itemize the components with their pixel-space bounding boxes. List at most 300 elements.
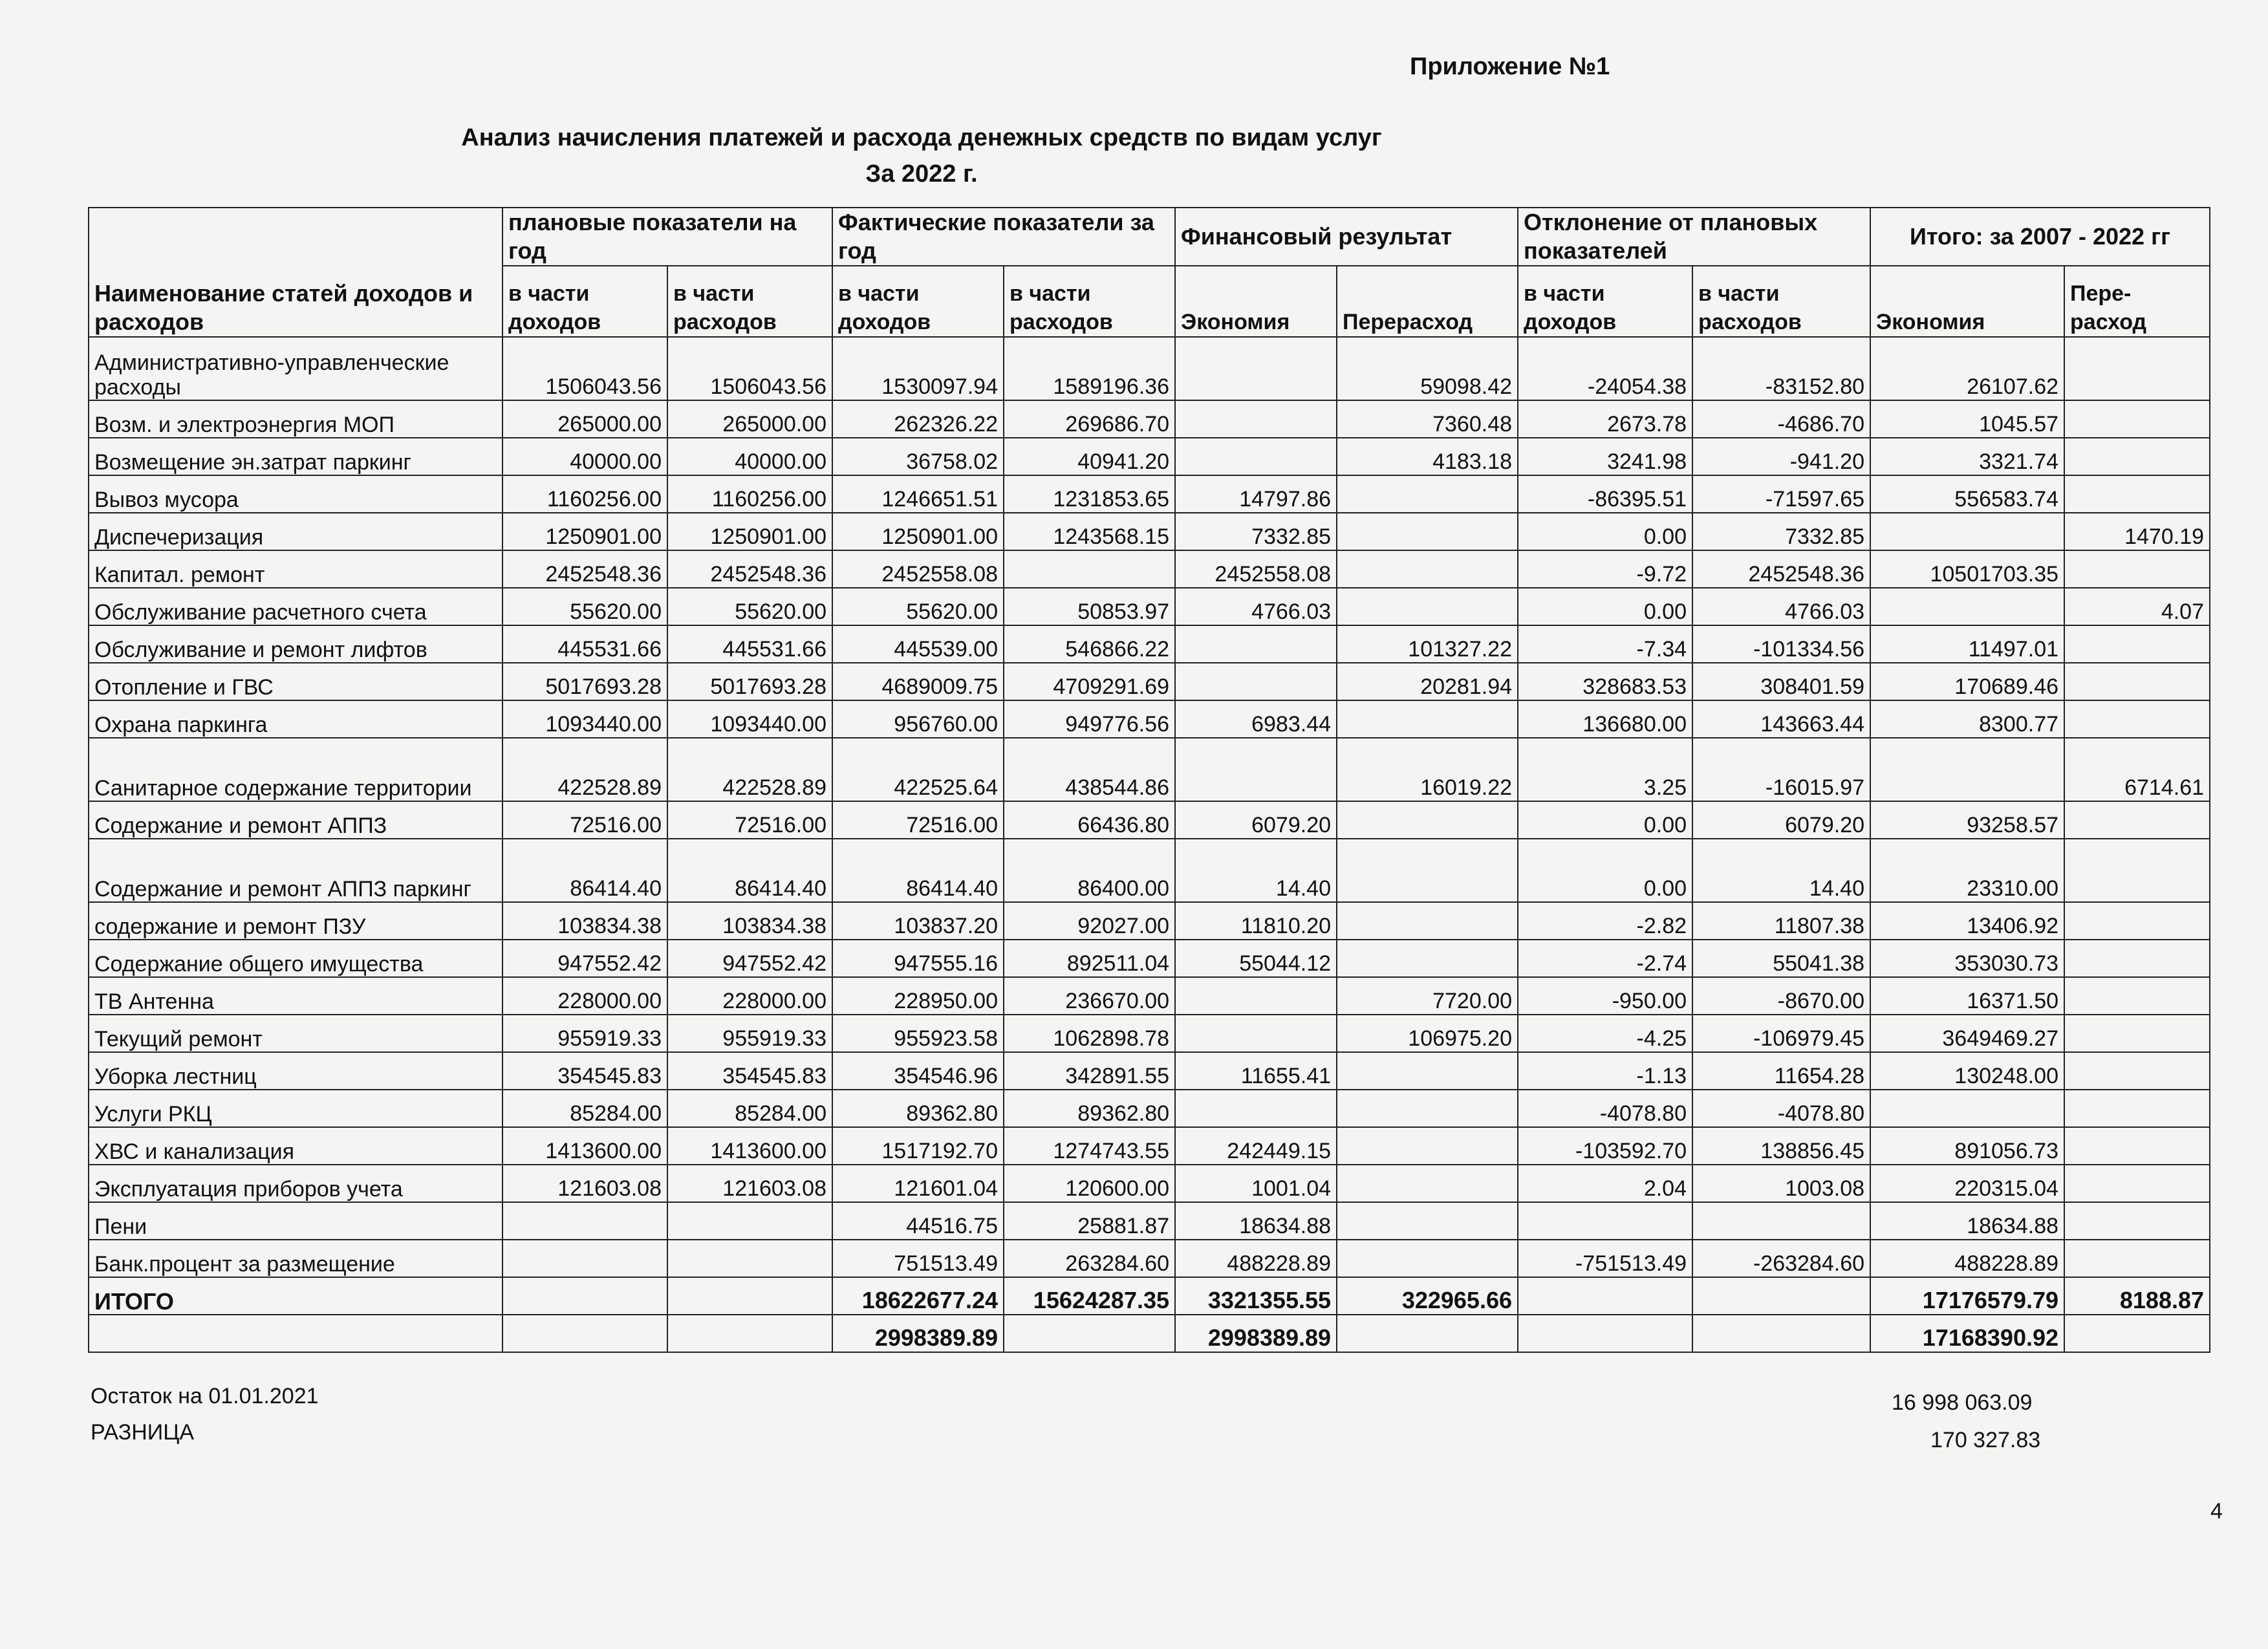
extra-total-row (89, 1315, 2210, 1352)
table-cell (1175, 977, 1337, 1015)
table-cell: -1.13 (1518, 1052, 1692, 1090)
table-cell: 445539.00 (832, 625, 1004, 663)
sub-fact-income: в части доходов (832, 266, 1004, 337)
table-cell: 121603.08 (502, 1165, 667, 1202)
table-cell (1337, 940, 1518, 977)
table-cell: -9.72 (1518, 550, 1692, 588)
row-label: ХВС и канализация (89, 1127, 502, 1165)
table-cell: 1413600.00 (502, 1127, 667, 1165)
table-cell (2064, 1240, 2210, 1277)
table-cell: 947552.42 (667, 940, 832, 977)
table-cell (1337, 550, 1518, 588)
row-label: Пени (89, 1202, 502, 1240)
table-cell: 40000.00 (667, 438, 832, 475)
total-row (89, 1277, 2210, 1315)
row-label: Диспечеризация (89, 513, 502, 550)
table-cell: 3321355.55 (1175, 1277, 1337, 1315)
table-row (89, 663, 2210, 700)
report-table (88, 207, 2210, 1353)
table-cell: 955923.58 (832, 1015, 1004, 1052)
table-cell: 1246651.51 (832, 475, 1004, 513)
table-cell (1337, 700, 1518, 738)
table-cell: 488228.89 (1175, 1240, 1337, 1277)
table-cell: 556583.74 (1870, 475, 2064, 513)
table-cell: 4.07 (2064, 588, 2210, 625)
header-finres: Финансовый результат (1175, 208, 1518, 266)
table-cell: 445531.66 (667, 625, 832, 663)
table-cell: 4183.18 (1337, 438, 1518, 475)
table-cell: 16019.22 (1337, 738, 1518, 801)
table-cell: 1062898.78 (1004, 1015, 1175, 1052)
table-cell (2064, 625, 2210, 663)
table-cell (2064, 1165, 2210, 1202)
table-cell: 2452558.08 (832, 550, 1004, 588)
table-row (89, 337, 2210, 400)
table-cell: 8300.77 (1870, 700, 2064, 738)
table-cell: 4766.03 (1175, 588, 1337, 625)
table-row (89, 588, 2210, 625)
row-label: Услуги РКЦ (89, 1090, 502, 1127)
table-cell: 955919.33 (502, 1015, 667, 1052)
table-cell: 3321.74 (1870, 438, 2064, 475)
table-cell: 220315.04 (1870, 1165, 2064, 1202)
table-cell: 25881.87 (1004, 1202, 1175, 1240)
table-cell: -83152.80 (1692, 337, 1870, 400)
table-cell: 55044.12 (1175, 940, 1337, 977)
table-cell (2064, 977, 2210, 1015)
table-cell (667, 1240, 832, 1277)
table-cell: 40941.20 (1004, 438, 1175, 475)
sub-dev-expense: в части расходов (1692, 266, 1870, 337)
table-cell: 8188.87 (2064, 1277, 2210, 1315)
table-cell: 138856.45 (1692, 1127, 1870, 1165)
table-cell: 242449.15 (1175, 1127, 1337, 1165)
table-row (89, 1015, 2210, 1052)
table-cell: 342891.55 (1004, 1052, 1175, 1090)
table-cell: 14.40 (1175, 839, 1337, 902)
table-cell (2064, 839, 2210, 902)
table-cell: -950.00 (1518, 977, 1692, 1015)
table-row (89, 400, 2210, 438)
row-label: Содержание и ремонт АППЗ паркинг (89, 839, 502, 902)
table-cell (1870, 588, 2064, 625)
table-cell: -24054.38 (1518, 337, 1692, 400)
table-cell: 4766.03 (1692, 588, 1870, 625)
table-cell: -8670.00 (1692, 977, 1870, 1015)
page-number: 4 (2210, 1499, 2223, 1524)
row-label: Обслуживание и ремонт лифтов (89, 625, 502, 663)
table-cell: 228950.00 (832, 977, 1004, 1015)
table-cell: 55620.00 (832, 588, 1004, 625)
table-row (89, 475, 2210, 513)
row-label: Уборка лестниц (89, 1052, 502, 1090)
table-cell: 2452548.36 (1692, 550, 1870, 588)
table-cell: 1160256.00 (502, 475, 667, 513)
row-label: Банк.процент за размещение (89, 1240, 502, 1277)
table-cell: 263284.60 (1004, 1240, 1175, 1277)
table-cell: 2998389.89 (1175, 1315, 1337, 1352)
table-cell (1004, 550, 1175, 588)
table-cell (1337, 588, 1518, 625)
table-cell: 4709291.69 (1004, 663, 1175, 700)
table-cell: 1003.08 (1692, 1165, 1870, 1202)
table-cell: -71597.65 (1692, 475, 1870, 513)
table-cell: -106979.45 (1692, 1015, 1870, 1052)
table-cell: 328683.53 (1518, 663, 1692, 700)
table-cell (2064, 902, 2210, 940)
balance-label: Остаток на 01.01.2021 (91, 1384, 319, 1408)
table-cell: -263284.60 (1692, 1240, 1870, 1277)
table-cell: 55620.00 (502, 588, 667, 625)
table-cell (1870, 738, 2064, 801)
table-cell: 11810.20 (1175, 902, 1337, 940)
table-cell (502, 1202, 667, 1240)
table-cell: 20281.94 (1337, 663, 1518, 700)
balance-value: 16 998 063.09 (1892, 1390, 2033, 1415)
table-cell: 422525.64 (832, 738, 1004, 801)
table-cell (1175, 1090, 1337, 1127)
table-cell: 751513.49 (832, 1240, 1004, 1277)
table-cell (1337, 1315, 1518, 1352)
table-cell: 72516.00 (832, 801, 1004, 839)
table-cell: -2.74 (1518, 940, 1692, 977)
table-cell: 44516.75 (832, 1202, 1004, 1240)
table-cell: 143663.44 (1692, 700, 1870, 738)
table-cell (2064, 940, 2210, 977)
table-cell (2064, 438, 2210, 475)
row-label: Возм. и электроэнергия МОП (89, 400, 502, 438)
row-label: Содержание и ремонт АППЗ (89, 801, 502, 839)
table-cell: 103834.38 (667, 902, 832, 940)
table-cell: 0.00 (1518, 801, 1692, 839)
table-cell (2064, 1052, 2210, 1090)
table-cell: -751513.49 (1518, 1240, 1692, 1277)
table-cell (667, 1202, 832, 1240)
table-cell: 59098.42 (1337, 337, 1518, 400)
table-cell: 72516.00 (667, 801, 832, 839)
table-cell (1175, 438, 1337, 475)
row-label: Обслуживание расчетного счета (89, 588, 502, 625)
table-cell: 1506043.56 (502, 337, 667, 400)
table-cell: 262326.22 (832, 400, 1004, 438)
table-cell (1518, 1277, 1692, 1315)
table-cell (2064, 1015, 2210, 1052)
table-cell: 1470.19 (2064, 513, 2210, 550)
table-cell (2064, 700, 2210, 738)
table-cell: 1274743.55 (1004, 1127, 1175, 1165)
table-cell (1175, 1015, 1337, 1052)
sub-total-saving: Экономия (1870, 266, 2064, 337)
table-cell: 92027.00 (1004, 902, 1175, 940)
table-cell: 18634.88 (1870, 1202, 2064, 1240)
table-cell: 4689009.75 (832, 663, 1004, 700)
document-title (0, 120, 1843, 192)
table-cell: 354545.83 (502, 1052, 667, 1090)
table-row (89, 977, 2210, 1015)
table-cell: 15624287.35 (1004, 1277, 1175, 1315)
table-cell: 2998389.89 (832, 1315, 1004, 1352)
table-cell: -941.20 (1692, 438, 1870, 475)
table-cell (1337, 1202, 1518, 1240)
table-cell: 438544.86 (1004, 738, 1175, 801)
row-label: Охрана паркинга (89, 700, 502, 738)
table-cell (1337, 1127, 1518, 1165)
table-cell: 1506043.56 (667, 337, 832, 400)
table-cell: 23310.00 (1870, 839, 2064, 902)
row-label: Капитал. ремонт (89, 550, 502, 588)
table-cell: 5017693.28 (667, 663, 832, 700)
table-cell: 3241.98 (1518, 438, 1692, 475)
table-cell: 269686.70 (1004, 400, 1175, 438)
table-cell: 2452558.08 (1175, 550, 1337, 588)
table-cell: 3.25 (1518, 738, 1692, 801)
table-cell: 5017693.28 (502, 663, 667, 700)
table-cell: 1231853.65 (1004, 475, 1175, 513)
table-cell: 86414.40 (667, 839, 832, 902)
table-cell: 121603.08 (667, 1165, 832, 1202)
table-row (89, 513, 2210, 550)
row-label: ТВ Антенна (89, 977, 502, 1015)
table-cell: 2452548.36 (502, 550, 667, 588)
table-cell: -4686.70 (1692, 400, 1870, 438)
table-cell (1337, 1165, 1518, 1202)
table-cell: 0.00 (1518, 839, 1692, 902)
table-cell: 2673.78 (1518, 400, 1692, 438)
table-cell: -4078.80 (1518, 1090, 1692, 1127)
table-cell (502, 1277, 667, 1315)
table-cell (1004, 1315, 1175, 1352)
table-row (89, 1165, 2210, 1202)
table-cell (502, 1240, 667, 1277)
table-cell: 101327.22 (1337, 625, 1518, 663)
table-cell: 1250901.00 (667, 513, 832, 550)
table-cell: 947552.42 (502, 940, 667, 977)
table-row (89, 1090, 2210, 1127)
table-cell: 1243568.15 (1004, 513, 1175, 550)
table-cell (2064, 663, 2210, 700)
table-cell: 265000.00 (667, 400, 832, 438)
table-cell: 86414.40 (832, 839, 1004, 902)
table-cell (667, 1315, 832, 1352)
table-cell: 892511.04 (1004, 940, 1175, 977)
table-cell: 1530097.94 (832, 337, 1004, 400)
table-cell: 7332.85 (1175, 513, 1337, 550)
header-name: Наименование статей доходов и расходов (89, 208, 502, 337)
table-cell: 955919.33 (667, 1015, 832, 1052)
table-row (89, 1127, 2210, 1165)
table-cell (1337, 1240, 1518, 1277)
sub-plan-income: в части доходов (502, 266, 667, 337)
table-cell (1337, 1052, 1518, 1090)
table-row (89, 801, 2210, 839)
table-cell: 1093440.00 (502, 700, 667, 738)
title-line-1: Анализ начисления платежей и расхода денежных средств по видам услуг (461, 124, 1382, 151)
appendix-label: Приложение №1 (1410, 53, 1610, 80)
table-cell: -4.25 (1518, 1015, 1692, 1052)
table-cell (1870, 1090, 2064, 1127)
table-cell: 17168390.92 (1870, 1315, 2064, 1352)
table-cell (1870, 513, 2064, 550)
table-cell: 13406.92 (1870, 902, 2064, 940)
table-cell: 72516.00 (502, 801, 667, 839)
sub-total-overspend: Пере-расход (2064, 266, 2210, 337)
header-deviation: Отклонение от плановых показателей (1518, 208, 1870, 266)
table-cell: 130248.00 (1870, 1052, 2064, 1090)
table-cell: 1160256.00 (667, 475, 832, 513)
table-cell: 488228.89 (1870, 1240, 2064, 1277)
table-cell: 55041.38 (1692, 940, 1870, 977)
row-label: ИТОГО (89, 1277, 502, 1315)
table-cell: 6714.61 (2064, 738, 2210, 801)
header-row-groups (89, 208, 2210, 266)
table-cell: 445531.66 (502, 625, 667, 663)
table-cell (1175, 337, 1337, 400)
table-body (89, 337, 2210, 1352)
table-cell: 66436.80 (1004, 801, 1175, 839)
title-line-2: За 2022 г. (865, 160, 978, 188)
table-cell (1175, 663, 1337, 700)
table-cell: 10501703.35 (1870, 550, 2064, 588)
table-cell (2064, 1090, 2210, 1127)
table-cell: 11654.28 (1692, 1052, 1870, 1090)
table-cell: 36758.02 (832, 438, 1004, 475)
table-cell: 265000.00 (502, 400, 667, 438)
table-cell: 322965.66 (1337, 1277, 1518, 1315)
table-row (89, 738, 2210, 801)
table-cell: 7332.85 (1692, 513, 1870, 550)
table-cell (1337, 801, 1518, 839)
table-cell: 0.00 (1518, 513, 1692, 550)
table-cell: 85284.00 (502, 1090, 667, 1127)
table-cell (1337, 839, 1518, 902)
table-cell (1337, 475, 1518, 513)
table-row (89, 700, 2210, 738)
row-label: Санитарное содержание территории (89, 738, 502, 801)
table-cell: 170689.46 (1870, 663, 2064, 700)
row-label: Отопление и ГВС (89, 663, 502, 700)
table-cell (1692, 1202, 1870, 1240)
table-cell: 89362.80 (1004, 1090, 1175, 1127)
table-cell: 7720.00 (1337, 977, 1518, 1015)
header-total: Итого: за 2007 - 2022 гг (1870, 208, 2210, 266)
table-cell: 956760.00 (832, 700, 1004, 738)
table-cell: 236670.00 (1004, 977, 1175, 1015)
sub-saving: Экономия (1175, 266, 1337, 337)
row-label (89, 1315, 502, 1352)
table-cell: 55620.00 (667, 588, 832, 625)
table-cell: 120600.00 (1004, 1165, 1175, 1202)
table-cell: 106975.20 (1337, 1015, 1518, 1052)
table-row (89, 839, 2210, 902)
table-cell: 89362.80 (832, 1090, 1004, 1127)
table-cell (2064, 1315, 2210, 1352)
difference-value: 170 327.83 (1930, 1428, 2041, 1452)
sub-dev-income: в части доходов (1518, 266, 1692, 337)
table-cell (1175, 738, 1337, 801)
table-cell (2064, 475, 2210, 513)
table-cell (667, 1277, 832, 1315)
table-cell: 18634.88 (1175, 1202, 1337, 1240)
table-cell (1175, 625, 1337, 663)
table-cell: 86414.40 (502, 839, 667, 902)
table-row (89, 438, 2210, 475)
table-cell: 11655.41 (1175, 1052, 1337, 1090)
table-cell: 6079.20 (1692, 801, 1870, 839)
table-cell: 422528.89 (667, 738, 832, 801)
table-cell: -103592.70 (1518, 1127, 1692, 1165)
table-cell: 354545.83 (667, 1052, 832, 1090)
table-cell: 308401.59 (1692, 663, 1870, 700)
table-cell (1518, 1315, 1692, 1352)
table-cell: 354546.96 (832, 1052, 1004, 1090)
table-cell: 85284.00 (667, 1090, 832, 1127)
table-cell: 16371.50 (1870, 977, 2064, 1015)
row-label: Вывоз мусора (89, 475, 502, 513)
table-cell: 18622677.24 (832, 1277, 1004, 1315)
sub-plan-expense: в части расходов (667, 266, 832, 337)
table-cell: 0.00 (1518, 588, 1692, 625)
table-row (89, 902, 2210, 940)
table-cell (1518, 1202, 1692, 1240)
table-cell: 14.40 (1692, 839, 1870, 902)
table-row (89, 1240, 2210, 1277)
header-plan: плановые показатели на год (502, 208, 832, 266)
table-cell: 1517192.70 (832, 1127, 1004, 1165)
table-cell: 40000.00 (502, 438, 667, 475)
table-cell: -101334.56 (1692, 625, 1870, 663)
table-cell: 949776.56 (1004, 700, 1175, 738)
table-cell (1692, 1277, 1870, 1315)
table-cell: 2452548.36 (667, 550, 832, 588)
table-cell (1692, 1315, 1870, 1352)
table-cell: 6079.20 (1175, 801, 1337, 839)
table-cell: 228000.00 (667, 977, 832, 1015)
table-cell: 228000.00 (502, 977, 667, 1015)
table-cell: 947555.16 (832, 940, 1004, 977)
table-cell (2064, 801, 2210, 839)
row-label: Содержание общего имущества (89, 940, 502, 977)
table-cell: 50853.97 (1004, 588, 1175, 625)
row-label: Текущий ремонт (89, 1015, 502, 1052)
table-cell: 891056.73 (1870, 1127, 2064, 1165)
row-label: Эксплуатация приборов учета (89, 1165, 502, 1202)
table-cell: 353030.73 (1870, 940, 2064, 977)
table-cell: 14797.86 (1175, 475, 1337, 513)
table-cell (1337, 1090, 1518, 1127)
table-cell (2064, 400, 2210, 438)
table-row (89, 625, 2210, 663)
table-cell: 103837.20 (832, 902, 1004, 940)
table-cell: 121601.04 (832, 1165, 1004, 1202)
table-cell: 7360.48 (1337, 400, 1518, 438)
table-cell: 1250901.00 (832, 513, 1004, 550)
table-cell: 136680.00 (1518, 700, 1692, 738)
table-cell: 1045.57 (1870, 400, 2064, 438)
table-cell (1337, 513, 1518, 550)
row-label: содержание и ремонт ПЗУ (89, 902, 502, 940)
table-cell (502, 1315, 667, 1352)
table-cell (2064, 550, 2210, 588)
table-cell: -16015.97 (1692, 738, 1870, 801)
table-row (89, 550, 2210, 588)
table-cell: 2.04 (1518, 1165, 1692, 1202)
table-cell: 546866.22 (1004, 625, 1175, 663)
table-cell: -4078.80 (1692, 1090, 1870, 1127)
table-cell: 93258.57 (1870, 801, 2064, 839)
table-row (89, 1052, 2210, 1090)
table-cell (2064, 337, 2210, 400)
table-cell: -2.82 (1518, 902, 1692, 940)
